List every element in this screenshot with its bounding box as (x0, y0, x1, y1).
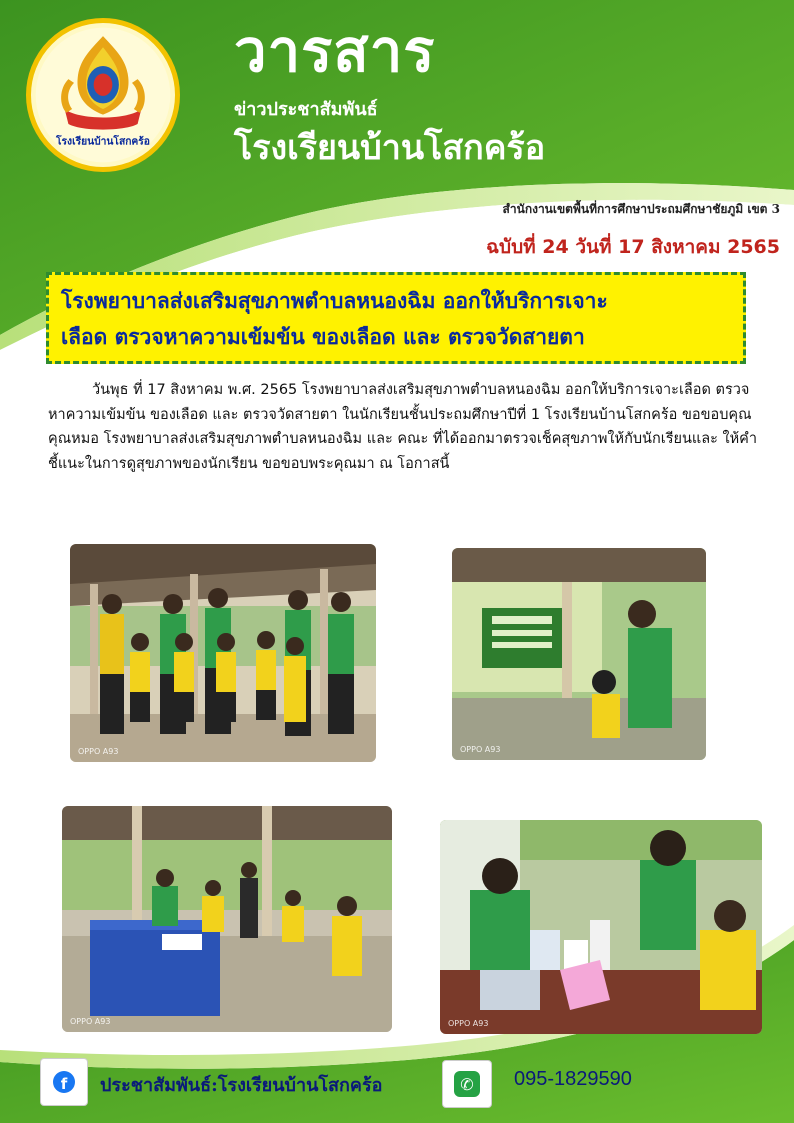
facebook-icon[interactable] (40, 1058, 88, 1106)
headline-line-1: โรงพยาบาลส่งเสริมสุขภาพตำบลหนองฉิม ออกให้บริการเจาะ (61, 289, 608, 313)
camera-stamp: OPPO A93 (70, 1017, 111, 1026)
logo-caption: โรงเรียนบ้านโสกคร้อ (56, 135, 150, 148)
phone-glyph: ✆ (454, 1071, 480, 1097)
facebook-glyph: f (53, 1071, 75, 1093)
camera-stamp: OPPO A93 (460, 745, 501, 754)
newsletter-subtitle: ข่าวประชาสัมพันธ์ (234, 99, 378, 120)
photo-eye-test (452, 548, 706, 760)
camera-stamp: OPPO A93 (78, 747, 119, 756)
school-logo (26, 18, 180, 172)
camera-stamp: OPPO A93 (448, 1019, 489, 1028)
footer-pr-label: ประชาสัมพันธ์:โรงเรียนบ้านโสกคร้อ (100, 1075, 383, 1096)
school-name: โรงเรียนบ้านโสกคร้อ (234, 128, 546, 168)
footer-phone-number[interactable]: 095-1829590 (514, 1068, 632, 1090)
photo-blood-check (62, 806, 392, 1032)
headline-line-2: เลือด ตรวจหาความเข้มข้น ของเลือด และ ตรวจวัดสายตา (61, 325, 585, 349)
photo-group (70, 544, 376, 762)
photo-nurse-supplies (440, 820, 762, 1034)
newsletter-title: วารสาร (234, 17, 436, 85)
phone-icon[interactable] (442, 1060, 492, 1108)
headline-box (46, 272, 746, 364)
office-name: สำนักงานเขตพื้นที่การศึกษาประถมศึกษาชัยภูมิ เขต 3 (502, 202, 780, 216)
article-body: วันพุธ ที่ 17 สิงหาคม พ.ศ. 2565 โรงพยาบาลส่งเสริมสุขภาพตำบลหนองฉิม ออกให้บริการเจาะเลือด ตรวจหาความเข้มข้น ของเลือด และ ตรวจวัดสายตา ในนักเรียนชั้นประถมศึกษาปีที่ 1 โรงเรียนบ้านโสกคร้อ ขอขอบคุณ คุณหมอ โรงพยาบาลส่งเสริมสุขภาพตำบลหนองฉิม และ คณะ ที่ได้ออกมาตรวจเช็คสุขภาพให้กับนักเรียนและ ให้คำชี้แนะในการดูสุขภาพของนักเรียน ขอขอบพระคุณมา ณ โอกาสนี้ (48, 382, 757, 472)
issue-info: ฉบับที่ 24 วันที่ 17 สิงหาคม 2565 (486, 236, 780, 258)
